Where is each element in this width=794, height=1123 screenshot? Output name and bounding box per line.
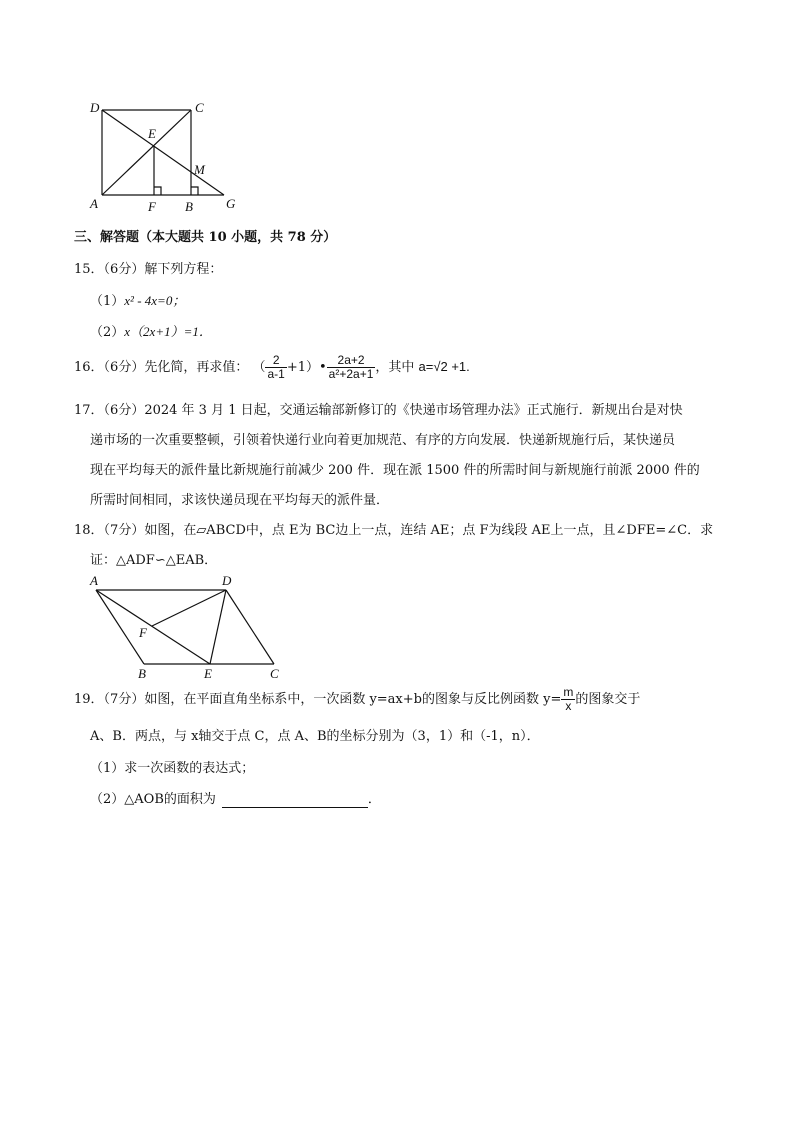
q15-item1-math: x² - 4x=0； <box>124 293 186 308</box>
q19-line1-a: 19．（7分）如图，在平面直角坐标系中，一次函数 y=ax+b的图象与反比例函数 y= <box>74 692 562 707</box>
q16-where: ，其中 <box>375 360 415 375</box>
q17-line1: 17．（6分）2024 年 3 月 1 日起，交通运输部新修订的《快递市场管理办法》正式施行．新规出台是对快 <box>74 403 683 418</box>
q15-item2-math: x（2x+1）=1． <box>124 324 212 339</box>
q15-item2-prefix: （2） <box>90 325 125 340</box>
square-figure <box>84 98 254 218</box>
q16-line <box>74 347 470 387</box>
q15-item1-prefix: （1） <box>90 294 125 309</box>
label-A: A <box>90 196 98 211</box>
q19-item1: （1）求一次函数的表达式； <box>90 761 255 776</box>
label-D: D <box>90 100 100 115</box>
q19-fraction <box>561 686 575 713</box>
q16-frac2-den: a²+2a+1 <box>328 367 374 381</box>
answer-blank <box>222 795 368 808</box>
q16-plus-one: +1）• <box>286 360 327 375</box>
label-C: C <box>270 666 279 681</box>
label-F: F <box>148 199 156 214</box>
q15-item1 <box>90 293 185 310</box>
label-A: A <box>90 573 98 588</box>
q15-item2 <box>90 324 212 341</box>
q19-line1-b: 的图象交于 <box>575 692 641 707</box>
q19-item2-end: ． <box>367 792 381 807</box>
label-F: F <box>139 625 147 640</box>
q17-line2: 递市场的一次重要整顿，引领着快递行业向着更加规范、有序的方向发展．快递新规施行后，某快递员 <box>90 433 676 448</box>
q16-value: a=√2 +1. <box>418 359 470 374</box>
section-title: 三、解答题（本大题共 10 小题，共 78 分） <box>74 230 337 245</box>
label-B: B <box>138 666 146 681</box>
label-E: E <box>148 126 156 141</box>
label-C: C <box>195 100 204 115</box>
q18-line1: 18．（7分）如图，在▱ABCD中，点 E为 BC边上一点，连结 AE；点 F为线段 AE上一点，且∠DFE=∠C．求 <box>74 523 714 538</box>
q19-item2 <box>90 792 381 808</box>
q16-open-paren: （ <box>252 360 266 375</box>
q17-line3: 现在平均每天的派件量比新规施行前减少 200 件．现在派 1500 件的所需时间与新规施行前派 2000 件的 <box>90 463 700 478</box>
q19-line2: A、B．两点，与 x轴交于点 C，点 A、B的坐标分别为（3，1）和（-1，n）． <box>90 729 540 744</box>
q16-frac1-den: a-1 <box>267 367 285 381</box>
label-M: M <box>194 162 205 177</box>
q19-item2-text: （2）△AOB的面积为 <box>90 792 216 807</box>
q19-frac-num: m <box>563 685 574 699</box>
parallelogram-figure <box>84 572 284 682</box>
label-D: D <box>222 573 232 588</box>
q19-frac-den: x <box>561 699 575 713</box>
q16-fraction-1 <box>265 354 286 381</box>
q16-frac2-num: 2a+2 <box>337 353 365 367</box>
label-E: E <box>204 666 212 681</box>
q16-head: 16．（6分）先化简，再求值： <box>74 360 249 375</box>
label-G: G <box>226 196 236 211</box>
q17-line4: 所需时间相同，求该快递员现在平均每天的派件量． <box>90 493 390 508</box>
q19-line1 <box>74 682 640 718</box>
q15-head: 15．（6分）解下列方程： <box>74 262 223 277</box>
q18-line2: 证：△ADF∽△EAB． <box>90 553 218 568</box>
label-B: B <box>185 199 193 214</box>
q16-fraction-2 <box>327 354 376 381</box>
q16-frac1-num: 2 <box>272 353 280 367</box>
